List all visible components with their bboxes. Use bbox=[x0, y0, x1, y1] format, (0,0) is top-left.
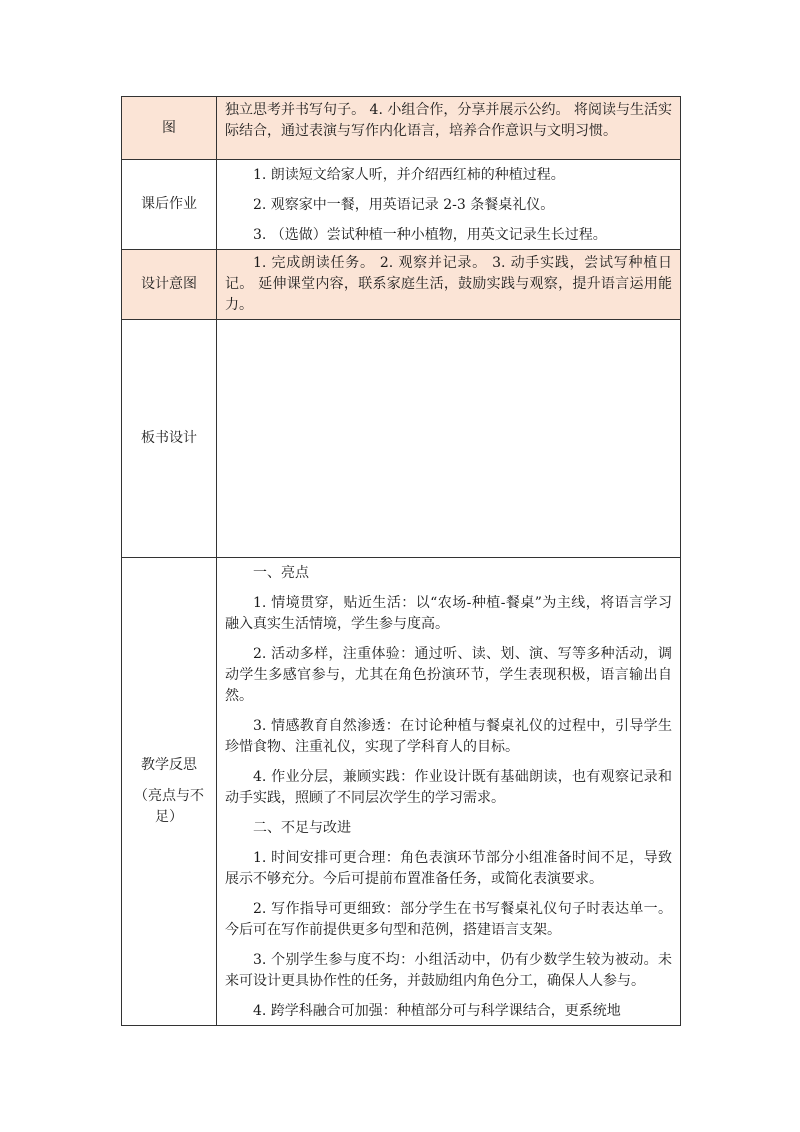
row-label-design-intent: 设计意图 bbox=[122, 250, 217, 320]
improvement-item: 2. 写作指导可更细致：部分学生在书写餐桌礼仪句子时表达单一。今后可在写作前提供更多句型和范例，搭建语言支架。 bbox=[225, 901, 672, 938]
design-intent-text: 1. 完成朗读任务。 2. 观察并记录。 3. 动手实践，尝试写种植日记。 延伸课堂内容，联系家庭生活，鼓励实践与观察，提升语言运用能力。 bbox=[225, 255, 672, 313]
design-intent-continued-cell bbox=[217, 97, 681, 160]
homework-cell bbox=[217, 160, 681, 250]
board-design-cell bbox=[217, 320, 681, 558]
homework-item: 3. （选做）尝试种植一种小植物，用英文记录生长过程。 bbox=[253, 227, 607, 243]
homework-row bbox=[122, 160, 681, 250]
highlight-item: 2. 活动多样，注重体验：通过听、读、划、演、写等多种活动，调动学生多感官参与，尤其在角色扮演环节，学生表现积极，语言输出自然。 bbox=[225, 646, 672, 704]
lesson-plan-table bbox=[121, 96, 681, 1026]
row-label-board-design: 板书设计 bbox=[122, 320, 217, 558]
improvement-item: 3. 个别学生参与度不均：小组活动中，仍有少数学生较为被动。未来可设计更具协作性的任务，并鼓励组内角色分工，确保人人参与。 bbox=[225, 952, 672, 989]
board-design-row bbox=[122, 320, 681, 558]
highlights-heading: 一、亮点 bbox=[253, 565, 309, 581]
row-label-reflection bbox=[122, 558, 217, 1026]
reflection-cell bbox=[217, 558, 681, 1026]
row-label-design-intent-continued: 图 bbox=[122, 97, 217, 160]
improvements-heading: 二、不足与改进 bbox=[253, 820, 351, 836]
reflection-label: 教学反思 bbox=[141, 757, 197, 773]
reflection-sublabel: （亮点与不足） bbox=[134, 788, 204, 825]
design-intent-cell bbox=[217, 250, 681, 320]
row-label-homework: 课后作业 bbox=[122, 160, 217, 250]
homework-item: 2. 观察家中一餐，用英语记录 2-3 条餐桌礼仪。 bbox=[253, 197, 555, 213]
design-intent-continued-row bbox=[122, 97, 681, 160]
highlight-item: 4. 作业分层，兼顾实践：作业设计既有基础朗读，也有观察记录和动手实践，照顾了不同层次学生的学习需求。 bbox=[225, 769, 672, 806]
homework-item: 1. 朗读短文给家人听，并介绍西红柿的种植过程。 bbox=[253, 167, 565, 183]
improvement-item: 4. 跨学科融合可加强：种植部分可与科学课结合，更系统地 bbox=[253, 1003, 621, 1019]
design-intent-row bbox=[122, 250, 681, 320]
design-intent-continued-text: 独立思考并书写句子。 4. 小组合作，分享并展示公约。 将阅读与生活实际结合，通过表演与写作内化语言，培养合作意识与文明习惯。 bbox=[225, 102, 672, 139]
highlight-item: 3. 情感教育自然渗透：在讨论种植与餐桌礼仪的过程中，引导学生珍惜食物、注重礼仪，实现了学科育人的目标。 bbox=[225, 718, 672, 755]
improvement-item: 1. 时间安排可更合理：角色表演环节部分小组准备时间不足，导致展示不够充分。今后可提前布置准备任务，或简化表演要求。 bbox=[225, 850, 672, 887]
reflection-row bbox=[122, 558, 681, 1026]
highlight-item: 1. 情境贯穿，贴近生活：以“农场-种植-餐桌”为主线，将语言学习融入真实生活情境，学生参与度高。 bbox=[225, 595, 672, 632]
